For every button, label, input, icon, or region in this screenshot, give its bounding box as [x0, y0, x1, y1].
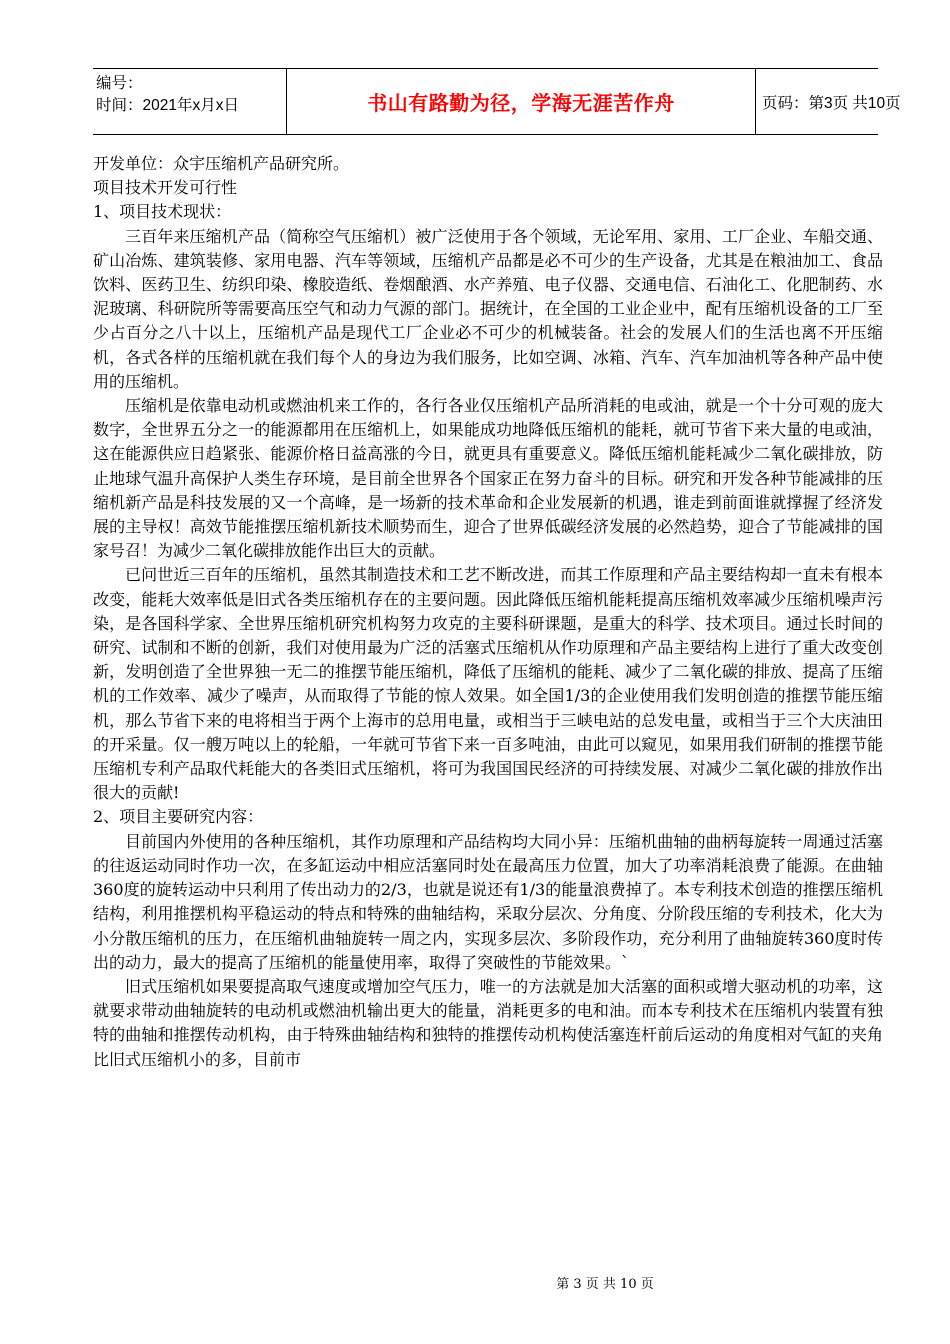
- section2-paragraph-1: 目前国内外使用的各种压缩机，其作功原理和产品结构均大同小异：压缩机曲轴的曲柄每旋转一周通过活塞的往返运动同时作功一次，在多缸运动中相应活塞同时处在最高压力位置，加大了功率消耗浪费了能源。在曲轴360度的旋转运动中只利用了传出动力的2/3，也就是说还有1/3的能量浪费掉了。本专利技术创造的推摆压缩机结构，利用推摆机构平稳运动的特点和特殊的曲轴结构，采取分层次、分角度、分阶段压缩的专利技术，化大为小分散压缩机的压力，在压缩机曲轴旋转一周之内，实现多层次、多阶段作功，充分利用了曲轴旋转360度时传出的动力，最大的提高了压缩机的能量使用率，取得了突破性的节能效果。`: [93, 831, 883, 972]
- motto-text: 书山有路勤为径，学海无涯苦作舟: [367, 91, 675, 115]
- section1-paragraph-1: 三百年来压缩机产品（简称空气压缩机）被广泛使用于各个领域，无论军用、家用、工厂企业、车船交通、矿山冶炼、建筑装修、家用电器、汽车等领域，压缩机产品都是必不可少的生产设备，尤其是在粮油加工、食品饮料、医药卫生、纺织印染、橡胶造纸、卷烟酿酒、水产养殖、电子仪器、交通电信、石油化工、化肥制药、水泥玻璃、科研院所等需要高压空气和动力气源的部门。据统计，在全国的工业企业中，配有压缩机设备的工厂至少占百分之八十以上，压缩机产品是现代工厂企业必不可少的机械装备。社会的发展人们的生活也离不开压缩机，各式各样的压缩机就在我们每个人的身边为我们服务，比如空调、冰箱、汽车、汽车加油机等各种产品中使用的压缩机。: [93, 226, 883, 391]
- header-left-cell: [93, 69, 286, 134]
- footer-page-number: 第 3 页 共 10 页: [556, 1277, 654, 1292]
- dev-unit-line: 开发单位：众宇压缩机产品研究所。: [93, 154, 350, 173]
- date-label: 时间：2021年x月x日: [96, 97, 239, 114]
- document-body: [93, 152, 883, 1072]
- page-footer: [0, 1273, 950, 1292]
- section1-paragraph-2: 压缩机是依靠电动机或燃油机来工作的，各行各业仅压缩机产品所消耗的电或油，就是一个十分可观的庞大数字，全世界五分之一的能源都用在压缩机上，如果能成功地降低压缩机的能耗，就可节省下来大量的电或油，这在能源供应日趋紧张、能源价格日益高涨的今日，就更具有重要意义。降低压缩机能耗减少二氧化碳排放，防止地球气温升高保护人类生存环境，是目前全世界各个国家正在努力奋斗的目标。研究和开发各种节能减排的压缩机新产品是科技发展的又一个高峰，是一场新的技术革命和企业发展新的机遇，谁走到前面谁就撑握了经济发展的主导权！高效节能推摆压缩机新技术顺势而生，迎合了世界低碳经济发展的必然趋势，迎合了节能减排的国家号召！为减少二氧化碳排放能作出巨大的贡献。: [93, 396, 883, 561]
- number-label: 编号：: [96, 75, 143, 92]
- section2-title: 2、项目主要研究内容：: [93, 807, 264, 827]
- section1-title: 1、项目技术现状：: [93, 202, 232, 222]
- feasibility-title: 项目技术开发可行性: [93, 178, 238, 198]
- section1-paragraph-3: 已问世近三百年的压缩机，虽然其制造技术和工艺不断改进，而其工作原理和产品主要结构却一直未有根本改变，能耗大效率低是旧式各类压缩机存在的主要问题。因此降低压缩机能耗提高压缩机效率减少压缩机噪声污染，是各国科学家、全世界压缩机研究机构努力攻克的主要科研课题，是重大的科学、技术项目。通过长时间的研究、试制和不断的创新，我们对使用最为广泛的活塞式压缩机从作功原理和产品主要结构上进行了重大改变创新，发明创造了全世界独一无二的推摆节能压缩机，降低了压缩机的能耗、减少了二氧化碳的排放、提高了压缩机的工作效率、减少了噪声，从而取得了节能的惊人效果。如全国1/3的企业使用我们发明创造的推摆节能压缩机，那么节省下来的电将相当于两个上海市的总用电量，或相当于三峡电站的总发电量，或相当于三个大庆油田的开采量。仅一艘万吨以上的轮船，一年就可节省下来一百多吨油，由此可以窥见，如果用我们研制的推摆节能压缩机专利产品取代耗能大的各类旧式压缩机，将可为我国国民经济的可持续发展、对减少二氧化碳的排放作出很大的贡献!: [93, 565, 883, 803]
- page-label: 页码：第3页 共10页: [762, 94, 901, 112]
- section2-paragraph-2: 旧式压缩机如果要提高取气速度或增加空气压力，唯一的方法就是加大活塞的面积或增大驱动机的功率，这就要求带动曲轴旋转的电动机或燃油机输出更大的能量，消耗更多的电和油。而本专利技术在压缩机内装置有独特的曲轴和推摆传动机构，由于特殊曲轴结构和独特的推摆传动机构使活塞连杆前后运动的角度相对气缸的夹角比旧式压缩机小的多，目前市: [93, 976, 883, 1069]
- header-table: [93, 68, 901, 135]
- header-page-cell: [756, 69, 901, 134]
- header-motto-cell: [286, 69, 756, 134]
